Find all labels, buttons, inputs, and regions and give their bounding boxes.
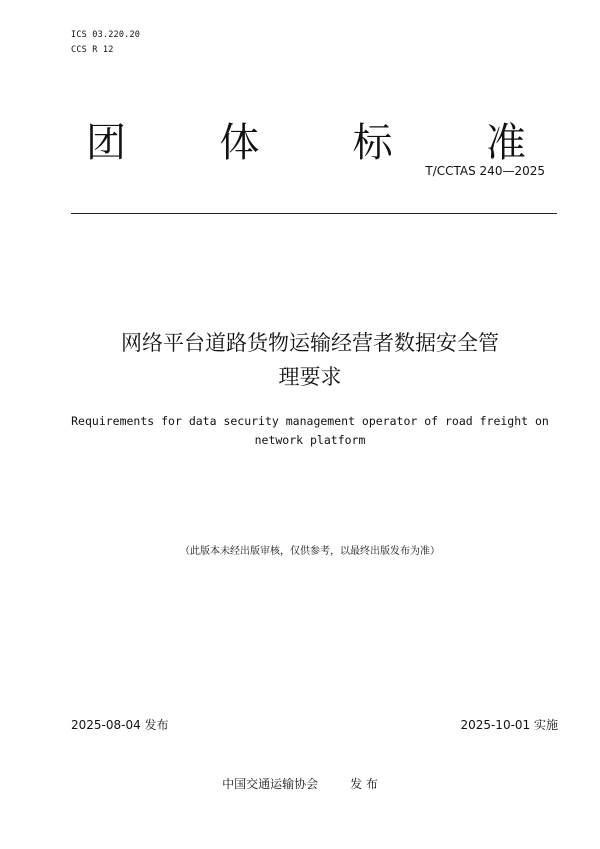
publish-action: 发 布 — [350, 777, 378, 791]
implementation-date: 2025-10-01 实施 — [460, 718, 558, 732]
standard-number: T/CCTAS 240—2025 — [425, 164, 545, 178]
issue-date: 2025-08-04 发布 — [71, 718, 169, 732]
standard-type-char: 体 — [219, 120, 260, 166]
standard-type-heading — [86, 118, 526, 168]
ccs-code: CCS R 12 — [71, 45, 114, 55]
standard-type-char: 团 — [86, 120, 126, 166]
ics-code: ICS 03.220.20 — [71, 30, 141, 40]
header-divider — [71, 213, 557, 214]
chinese-title — [60, 326, 560, 394]
english-title-line: Requirements for data security management operator of road freight on — [71, 414, 549, 428]
standard-type-char: 准 — [485, 120, 526, 166]
english-title — [60, 412, 560, 450]
chinese-title-line: 网络平台道路货物运输经营者数据安全管 — [121, 331, 499, 355]
chinese-title-line: 理要求 — [278, 365, 342, 389]
publisher-org: 中国交通运输协会 — [222, 777, 319, 791]
english-title-line: network platform — [254, 433, 366, 447]
publisher-line — [0, 775, 600, 792]
draft-note: （此版本未经出版审核，仅供参考，以最终出版发布为准） — [180, 546, 440, 557]
standard-type-char: 标 — [352, 120, 393, 166]
